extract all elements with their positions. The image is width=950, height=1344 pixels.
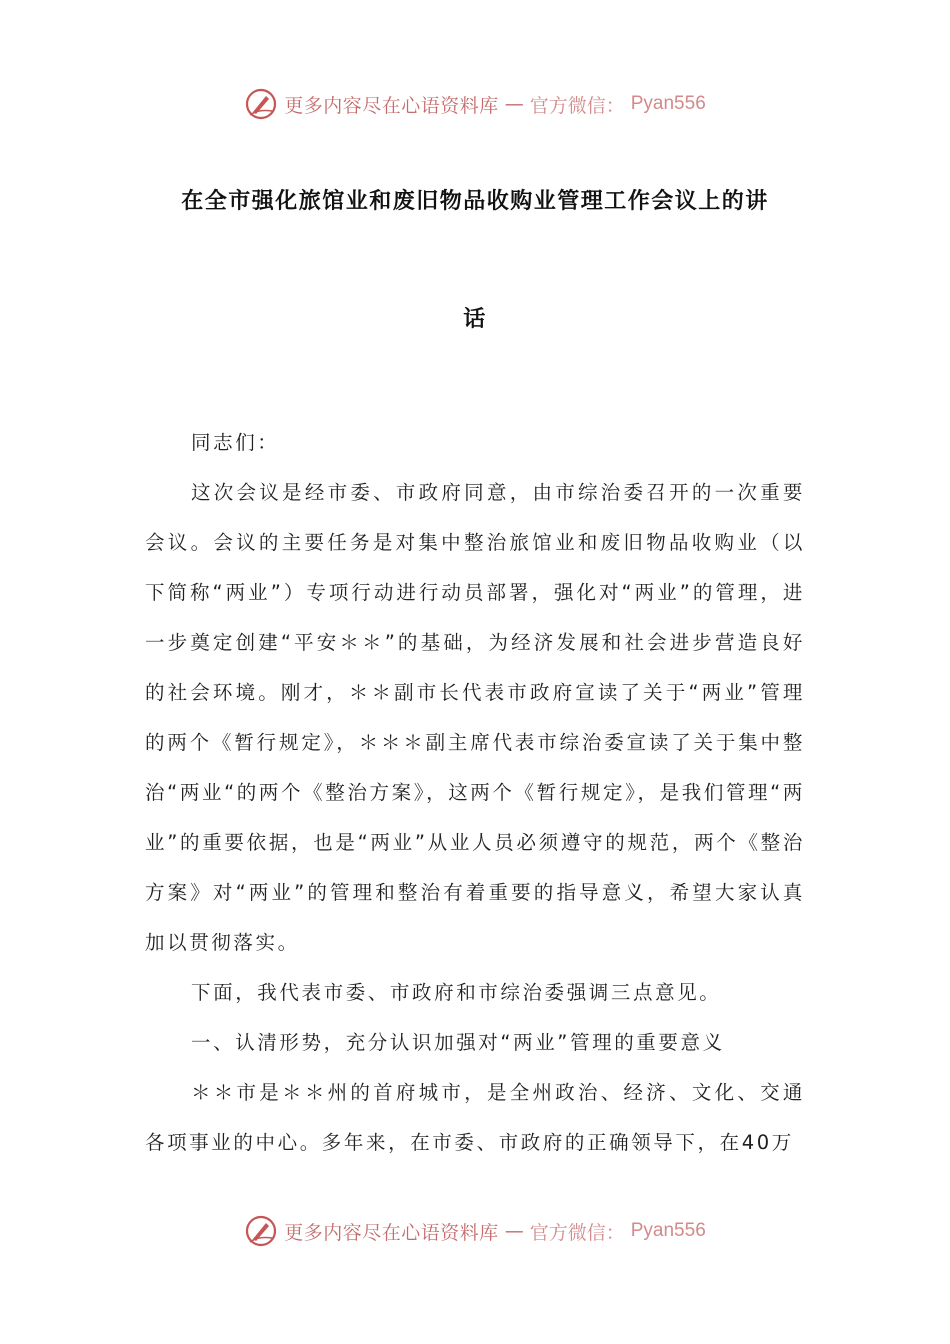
watermark-wechat-id: Pyan556 [630, 1220, 706, 1241]
body-paragraph: 下面，我代表市委、市政府和市综治委强调三点意见。 [191, 981, 722, 1004]
document-body [145, 418, 805, 1168]
watermark-text: 更多内容尽在心语资料库 [284, 94, 499, 117]
body-paragraph: ＊＊市是＊＊州的首府城市，是全州政治、经济、文化、交通各项事业的中心。多年来，在市委、市政府的正确领导下，在40万 [145, 1081, 805, 1154]
watermark-dash: — [504, 1220, 524, 1242]
section-heading: 一、认清形势，充分认识加强对“两业”管理的重要意义 [191, 1031, 725, 1054]
pen-logo-icon [244, 1214, 278, 1248]
watermark-text: 更多内容尽在心语资料库 [284, 1221, 499, 1244]
watermark-dash: — [504, 93, 524, 115]
watermark-wechat-label: 官方微信： [529, 94, 625, 117]
pen-logo-icon [244, 87, 278, 121]
document-title-line-2: 话 [463, 307, 487, 332]
body-paragraph: 这次会议是经市委、市政府同意，由市综治委召开的一次重要会议。会议的主要任务是对集中整治旅馆业和废旧物品收购业（以下简称“两业”）专项行动进行动员部署，强化对“两业”的管理，进一步奠定创建“平安＊＊”的基础，为经济发展和社会进步营造良好的社会环境。刚才，＊＊副市长代表市政府宣读了关于“两业”管理的两个《暂行规定》，＊＊＊副主席代表市综治委宣读了关于集中整治“两业“的两个《整治方案》，这两个《暂行规定》，是我们管理“两业”的重要依据，也是“两业”从业人员必须遵守的规范，两个《整治方案》对“两业”的管理和整治有着重要的指导意义，希望大家认真加以贯彻落实。 [145, 481, 805, 954]
watermark-wechat-id: Pyan556 [630, 93, 706, 114]
footer-watermark-banner [0, 1211, 950, 1251]
salutation: 同志们： [191, 431, 280, 454]
document-title-line-1: 在全市强化旅馆业和废旧物品收购业管理工作会议上的讲 [181, 189, 769, 214]
watermark-wechat-label: 官方微信： [529, 1221, 625, 1244]
header-watermark-banner [0, 84, 950, 124]
